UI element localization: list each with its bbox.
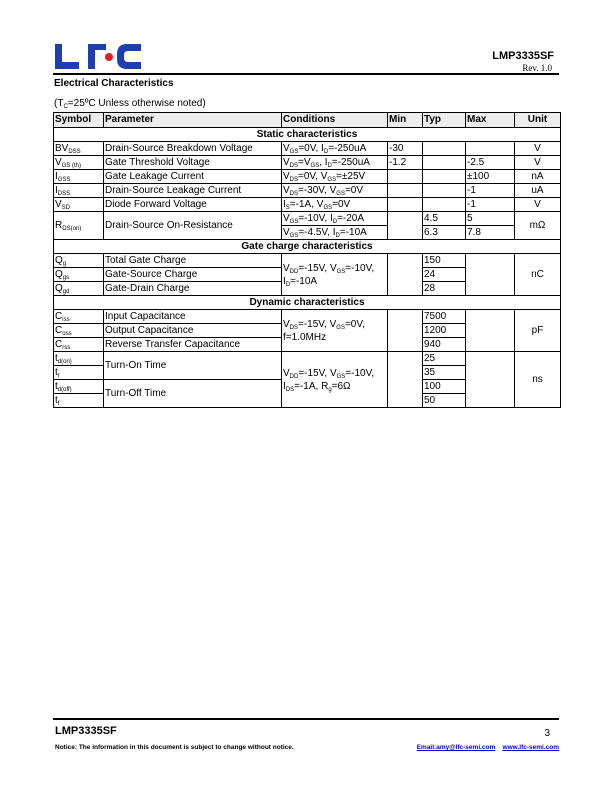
revision-label: Rev. 1.0 [522,63,552,73]
conditions-cell: $V_{DD}=-15V$, $V_{GS}=-10V$, $I_D=-10A$ [282,254,388,296]
min-cell [388,310,423,352]
typ-cell [423,142,466,156]
symbol-cell: $t_{d(on)}$ [54,352,104,366]
conditions-note: ($T_C=25ºC$ Unless otherwise noted) [54,98,206,110]
conditions-cell: $V_{GS}=-4.5V$, $I_D=-10A$ [282,226,388,240]
email-link[interactable]: Email:amy@lfc-semi.com [416,744,496,751]
typ-cell: 25 [423,352,466,366]
min-cell [388,184,423,198]
table-row [54,156,561,170]
table-row [54,352,561,366]
typ-cell: 4.5 [423,212,466,226]
conditions-cell: $V_{GS}=0V$, $I_D=-250uA$ [282,142,388,156]
footer-notice: Notice: The information in this document is subject to change without notice. [55,744,294,751]
section-gate-charge: Gate charge characteristics [54,240,561,254]
max-cell [466,310,515,352]
typ-cell [423,184,466,198]
symbol-cell: $I_{GSS}$ [54,170,104,184]
section-dynamic: Dynamic characteristics [54,296,561,310]
max-cell: 7.8 [466,226,515,240]
min-cell: -1.2 [388,156,423,170]
parameter-cell: Gate-Drain Charge [104,282,282,296]
max-cell: 5 [466,212,515,226]
table-row [54,212,561,226]
symbol-cell: $t_r$ [54,366,104,380]
max-cell: -1 [466,184,515,198]
parameter-cell: Gate-Source Charge [104,268,282,282]
min-cell [388,254,423,296]
symbol-cell: $I_{DSS}$ [54,184,104,198]
unit-cell: ns [515,352,561,408]
symbol-cell: $t_f$ [54,394,104,408]
typ-cell: 24 [423,268,466,282]
min-cell [388,198,423,212]
footer-part-number: LMP3335SF [55,725,117,737]
unit-cell: uA [515,184,561,198]
typ-cell [423,156,466,170]
section-row [54,128,561,142]
symbol-cell: $V_{SD}$ [54,198,104,212]
typ-cell: 6.3 [423,226,466,240]
typ-cell: 940 [423,338,466,352]
unit-cell: nC [515,254,561,296]
typ-cell [423,198,466,212]
section-static: Static characteristics [54,128,561,142]
lfc-logo-icon [55,42,145,70]
symbol-cell: $Q_{gd}$ [54,282,104,296]
symbol-cell: $C_{oss}$ [54,324,104,338]
max-cell: -2.5 [466,156,515,170]
typ-cell [423,170,466,184]
min-cell [388,352,423,408]
max-cell: ±100 [466,170,515,184]
header-part-number: LMP3335SF [492,50,554,62]
symbol-cell: $BV_{DSS}$ [54,142,104,156]
footer-divider [53,718,559,720]
header-unit: Unit [515,113,561,128]
table-row [54,184,561,198]
table-row [54,142,561,156]
unit-cell: V [515,142,561,156]
footer-contacts [417,744,559,751]
max-cell [466,142,515,156]
typ-cell: 50 [423,394,466,408]
parameter-cell: Gate Leakage Current [104,170,282,184]
typ-cell: 100 [423,380,466,394]
parameter-cell: Drain-Source Breakdown Voltage [104,142,282,156]
parameter-cell: Gate Threshold Voltage [104,156,282,170]
conditions-cell: $V_{DS}=-30V$, $V_{GS}=0V$ [282,184,388,198]
conditions-cell: $V_{DS}=-15V$, $V_{GS}=0V$, f=1.0MHz [282,310,388,352]
symbol-cell: $R_{DS(on)}$ [54,212,104,240]
parameter-cell: Drain-Source Leakage Current [104,184,282,198]
header-min: Min [388,113,423,128]
min-cell [388,170,423,184]
conditions-cell: $V_{DS}=0V$, $V_{GS}=\pm 25V$ [282,170,388,184]
table-row [54,198,561,212]
header-typ: Typ [423,113,466,128]
unit-cell: pF [515,310,561,352]
conditions-cell: $V_{DS}=V_{GS}$, $I_D=-250uA$ [282,156,388,170]
symbol-cell: $Q_{gs}$ [54,268,104,282]
unit-cell: mΩ [515,212,561,240]
parameter-cell: Turn-On Time [104,352,282,380]
conditions-cell: $V_{GS}=-10V$, $I_D=-20A$ [282,212,388,226]
parameter-cell: Total Gate Charge [104,254,282,268]
conditions-cell: $I_S=-1A$, $V_{GS}=0V$ [282,198,388,212]
parameter-cell: Input Capacitance [104,310,282,324]
typ-cell: 35 [423,366,466,380]
typ-cell: 150 [423,254,466,268]
section-row [54,296,561,310]
min-cell: -30 [388,142,423,156]
table-row [54,170,561,184]
symbol-cell: $V_{GS (th)}$ [54,156,104,170]
header-max: Max [466,113,515,128]
symbol-cell: $Q_g$ [54,254,104,268]
header-divider [53,73,559,75]
section-row [54,240,561,254]
symbol-cell: $C_{iss}$ [54,310,104,324]
unit-cell: V [515,156,561,170]
max-cell [466,254,515,296]
conditions-cell: $V_{DD}=-15V$, $V_{GS}=-10V$, $I_{DS}=-1A$, $R_g=6\Omega$ [282,352,388,408]
website-link[interactable]: www.lfc-semi.com [502,744,559,751]
page-number: 3 [544,728,550,739]
parameter-cell: Output Capacitance [104,324,282,338]
header-parameter: Parameter [104,113,282,128]
min-cell [388,212,423,240]
parameter-cell: Drain-Source On-Resistance [104,212,282,240]
max-cell [466,352,515,408]
header-symbol: Symbol [54,113,104,128]
max-cell: -1 [466,198,515,212]
section-title: Electrical Characteristics [54,78,174,89]
parameter-cell: Turn-Off Time [104,380,282,408]
parameter-cell: Diode Forward Voltage [104,198,282,212]
table-row [54,310,561,324]
typ-cell: 28 [423,282,466,296]
table-row [54,254,561,268]
typ-cell: 7500 [423,310,466,324]
table-header-row [54,113,561,128]
typ-cell: 1200 [423,324,466,338]
parameter-cell: Reverse Transfer Capacitance [104,338,282,352]
unit-cell: V [515,198,561,212]
unit-cell: nA [515,170,561,184]
symbol-cell: $C_{rss}$ [54,338,104,352]
header-conditions: Conditions [282,113,388,128]
electrical-characteristics-table [53,112,561,408]
symbol-cell: $t_{d(off)}$ [54,380,104,394]
